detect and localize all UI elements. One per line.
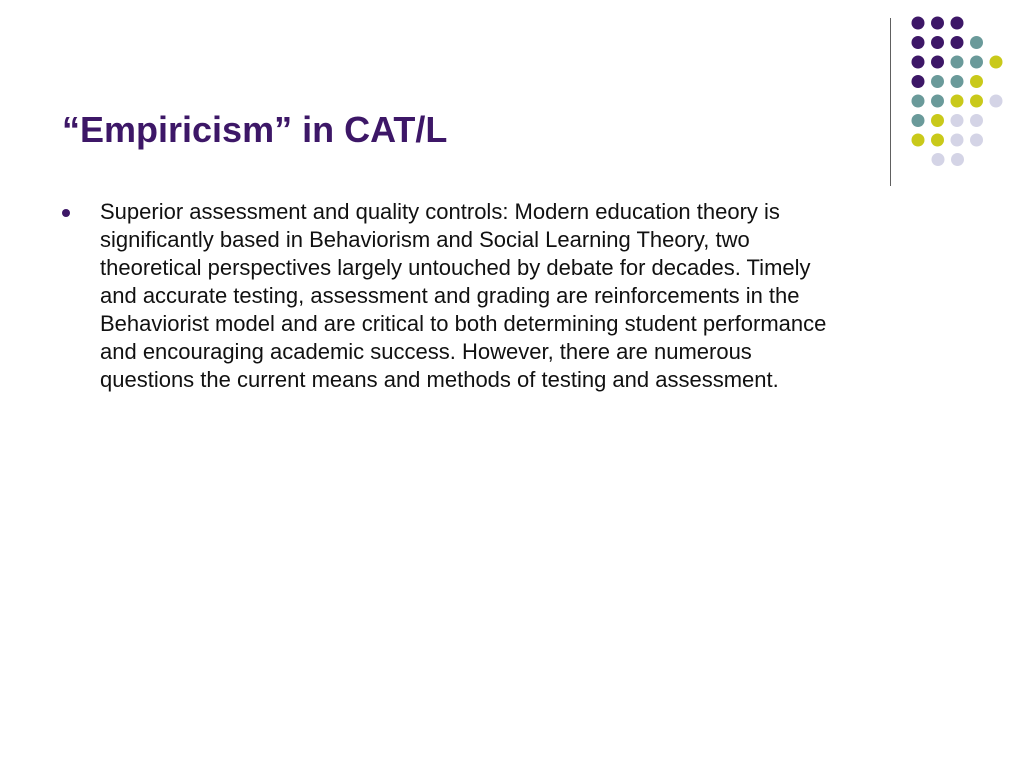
bullet-text-line: and encouraging academic success. However, there are numerous xyxy=(100,339,752,364)
bullet-dot-icon xyxy=(62,209,70,217)
bullet-text-line: and accurate testing, assessment and grading are reinforcements in the xyxy=(100,283,800,308)
decor-dot xyxy=(951,95,964,108)
bullet-list xyxy=(62,198,962,394)
decor-dot xyxy=(931,36,944,49)
decor-dot xyxy=(931,17,944,30)
bullet-text-line: questions the current means and methods of testing and assessment. xyxy=(100,367,779,392)
decor-dot xyxy=(951,75,964,88)
bullet-text-line: significantly based in Behaviorism and Social Learning Theory, two xyxy=(100,227,750,252)
decor-dot xyxy=(932,153,945,166)
decor-dot xyxy=(912,114,925,127)
decor-dot xyxy=(931,56,944,69)
decor-dot xyxy=(970,134,983,147)
decor-dot xyxy=(970,56,983,69)
decor-dot xyxy=(912,134,925,147)
decor-dot xyxy=(951,17,964,30)
decor-dot xyxy=(970,75,983,88)
decor-dot xyxy=(990,56,1003,69)
bullet-text-line: Behaviorist model and are critical to both determining student performance xyxy=(100,311,827,336)
bullet-item xyxy=(62,198,962,394)
bullet-text-line: Superior assessment and quality controls: Modern education theory is xyxy=(100,199,780,224)
decor-dot xyxy=(912,36,925,49)
decor-dot xyxy=(912,75,925,88)
decor-dot xyxy=(951,114,964,127)
decor-dot xyxy=(931,75,944,88)
decor-dot xyxy=(970,95,983,108)
decor-dot xyxy=(912,17,925,30)
decor-dot xyxy=(951,134,964,147)
slide-title: “Empiricism” in CAT/L xyxy=(62,109,448,150)
bullet-text-line: theoretical perspectives largely untouched by debate for decades. Timely xyxy=(100,255,811,280)
decor-dot xyxy=(912,56,925,69)
decor-dot xyxy=(970,114,983,127)
decor-dot xyxy=(970,36,983,49)
decor-dot xyxy=(951,56,964,69)
vertical-divider xyxy=(890,18,891,186)
decor-dot xyxy=(931,134,944,147)
decor-dot xyxy=(951,153,964,166)
decor-dot xyxy=(951,36,964,49)
decor-dot xyxy=(990,95,1003,108)
decor-dot xyxy=(931,114,944,127)
decor-dot xyxy=(931,95,944,108)
decorative-dot-grid xyxy=(0,0,1024,200)
decor-dot xyxy=(912,95,925,108)
